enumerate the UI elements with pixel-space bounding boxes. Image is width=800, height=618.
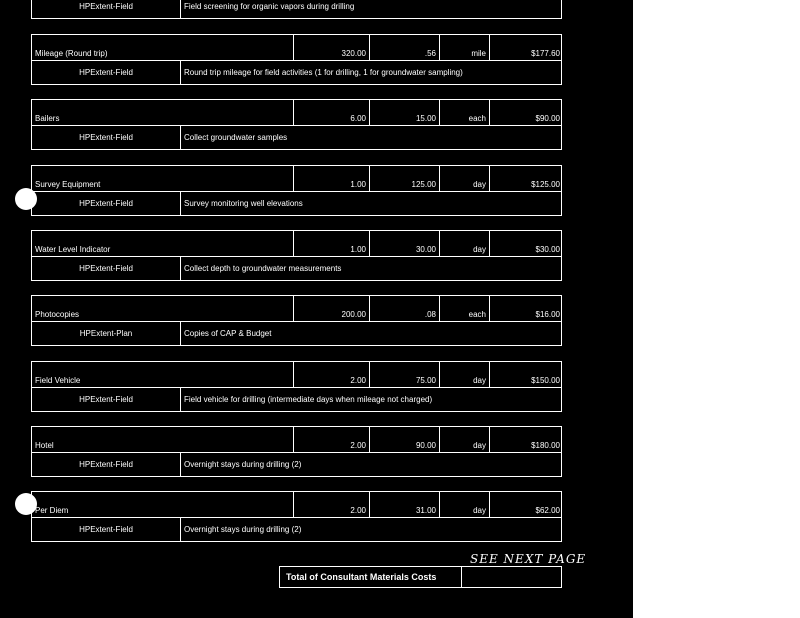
item-name: Survey Equipment: [32, 166, 294, 191]
item-name: Bailers: [32, 100, 294, 125]
task-description: Copies of CAP & Budget: [184, 329, 272, 338]
quantity: 320.00: [294, 35, 370, 60]
unit-rate: 75.00: [370, 362, 440, 387]
hole-punch: [15, 188, 37, 210]
task-description: Overnight stays during drilling (2): [184, 460, 302, 469]
quantity: 2.00: [294, 492, 370, 517]
task-code: HPExtent-Plan: [32, 322, 181, 345]
line-item-row: [31, 99, 562, 126]
description-row: [31, 256, 562, 281]
item-name: Mileage (Round trip): [32, 35, 294, 60]
amount: $90.00: [535, 114, 560, 123]
total-label: Total of Consultant Materials Costs: [280, 567, 462, 587]
amount: $16.00: [535, 310, 560, 319]
unit: day: [440, 231, 490, 256]
amount: $180.00: [531, 441, 560, 450]
description-row: [31, 517, 562, 542]
task-code: HPExtent-Field: [32, 192, 181, 215]
quantity: 6.00: [294, 100, 370, 125]
unit-rate: .08: [370, 296, 440, 321]
task-description: Field screening for organic vapors during drilling: [184, 2, 355, 11]
unit-rate: 15.00: [370, 100, 440, 125]
amount: $150.00: [531, 376, 560, 385]
unit-rate: 31.00: [370, 492, 440, 517]
item-name: Hotel: [32, 427, 294, 452]
amount: $177.60: [531, 49, 560, 58]
task-code: HPExtent-Field: [32, 257, 181, 280]
item-name: Per Diem: [32, 492, 294, 517]
unit-rate: 125.00: [370, 166, 440, 191]
unit: each: [440, 100, 490, 125]
quantity: 200.00: [294, 296, 370, 321]
task-code: HPExtent-Field: [32, 388, 181, 411]
unit: mile: [440, 35, 490, 60]
amount: $62.00: [535, 506, 560, 515]
task-description: Survey monitoring well elevations: [184, 199, 303, 208]
unit: day: [440, 362, 490, 387]
line-item-row: [31, 165, 562, 192]
first-description-row: [31, 0, 562, 19]
line-item-row: [31, 295, 562, 322]
task-code: HPExtent-Field: [32, 126, 181, 149]
quantity: 1.00: [294, 231, 370, 256]
description-row: [31, 387, 562, 412]
task-code: HPExtent-Field: [32, 0, 181, 18]
description-row: [31, 321, 562, 346]
line-item-row: [31, 426, 562, 453]
task-description: Collect groundwater samples: [184, 133, 288, 142]
unit: day: [440, 492, 490, 517]
task-description: Overnight stays during drilling (2): [184, 525, 302, 534]
quantity: 2.00: [294, 362, 370, 387]
unit: day: [440, 427, 490, 452]
unit: each: [440, 296, 490, 321]
task-description: Field vehicle for drilling (intermediate days when mileage not charged): [184, 395, 433, 404]
description-row: [31, 452, 562, 477]
task-code: HPExtent-Field: [32, 453, 181, 476]
unit: day: [440, 166, 490, 191]
quantity: 1.00: [294, 166, 370, 191]
hole-punch: [15, 493, 37, 515]
line-item-row: [31, 230, 562, 257]
description-row: [31, 60, 562, 85]
task-code: HPExtent-Field: [32, 61, 181, 84]
task-description: Round trip mileage for field activities (1 for drilling, 1 for groundwater sampling): [184, 68, 463, 77]
line-item-row: [31, 34, 562, 61]
item-name: Water Level Indicator: [32, 231, 294, 256]
description-row: [31, 125, 562, 150]
total-row: [279, 566, 562, 588]
description-row: [31, 191, 562, 216]
unit-rate: 30.00: [370, 231, 440, 256]
amount: $30.00: [535, 245, 560, 254]
line-item-row: [31, 361, 562, 388]
quantity: 2.00: [294, 427, 370, 452]
task-description: Collect depth to groundwater measurements: [184, 264, 342, 273]
unit-rate: 90.00: [370, 427, 440, 452]
item-name: Photocopies: [32, 296, 294, 321]
amount: $125.00: [531, 180, 560, 189]
unit-rate: .56: [370, 35, 440, 60]
line-item-row: [31, 491, 562, 518]
handwritten-note: SEE NEXT PAGE: [470, 552, 587, 566]
task-code: HPExtent-Field: [32, 518, 181, 541]
item-name: Field Vehicle: [32, 362, 294, 387]
